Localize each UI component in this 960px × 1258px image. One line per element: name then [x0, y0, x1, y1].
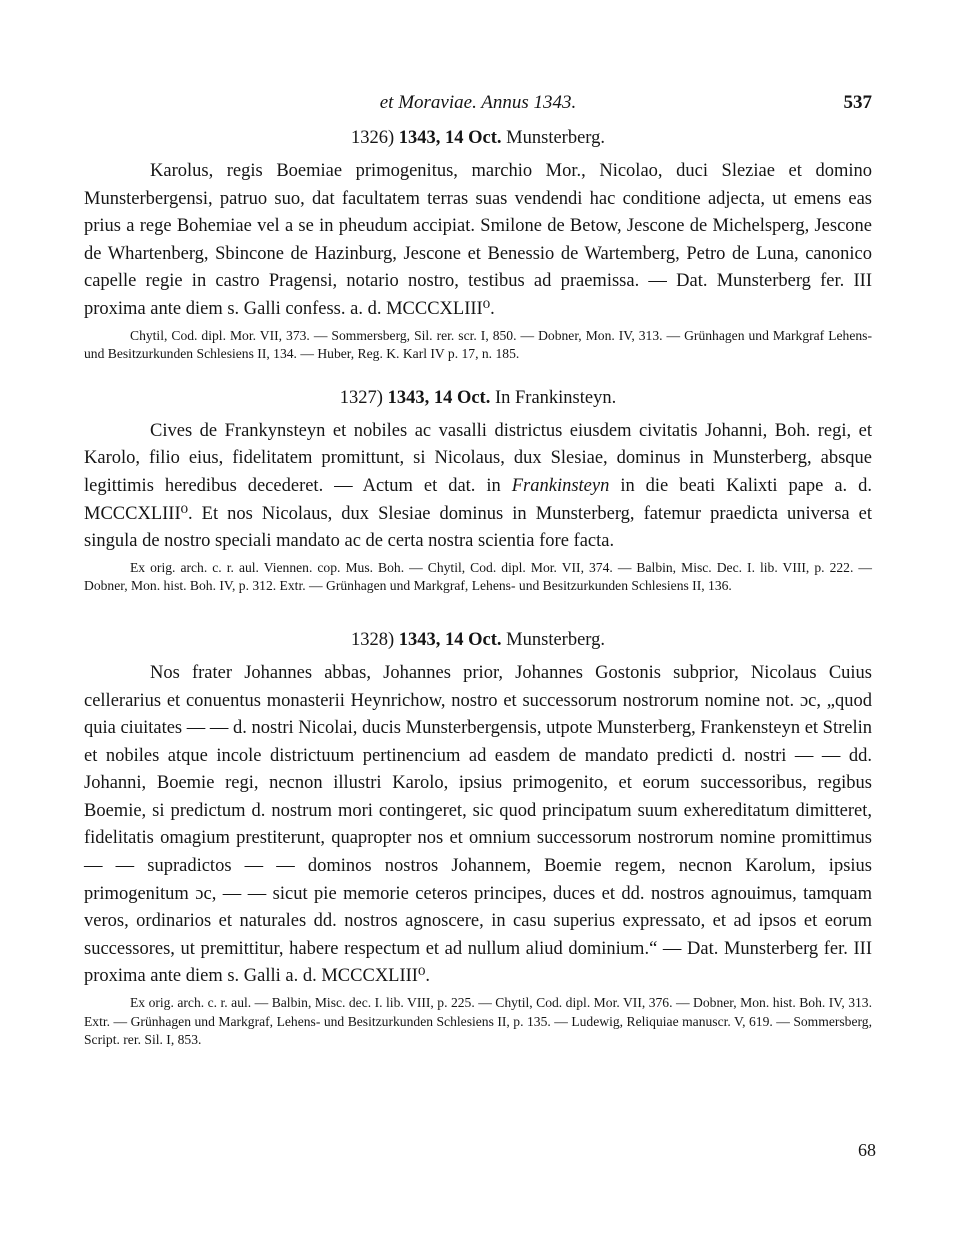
- entry-source-notes: [84, 994, 872, 1050]
- entry-date: 1343, 14 Oct.: [387, 387, 491, 408]
- entry-1328: [84, 626, 872, 1050]
- entry-source-notes: [84, 559, 872, 596]
- entry-text: [84, 418, 872, 556]
- entry-1326: [84, 124, 872, 364]
- entry-text-body: Karolus, regis Boemiae primogenitus, marchio Mor., Nicolao, duci Sleziae et domino Munsterbergensi, patruo suo, dat facultatem terras suas vendendi hac conditione adjecta, ut emens eas prius a rege Bohemiae vel a se in pheudum accipiat. Smilone de Betow, Jescone de Michelsperg, Jescone de Whartenberg, Sbincone de Hazinburg, Jescone et Benessio de Wartemberg, Petro de Luna, canonico capelle regie in castro Pragensi, notario nostro, testibus ad praemissa. — Dat. Munsterberg fer. III proxima ante diem s. Galli confess. a. d. MCCCXLIII⁰.: [84, 161, 872, 319]
- page-number: 537: [843, 92, 872, 113]
- entry-date: 1343, 14 Oct.: [398, 629, 502, 650]
- running-head: [84, 92, 872, 124]
- entry-text-start: Cives de Frankynsteyn et nobiles ac vasalli districtus eiusdem civitatis Johanni, Boh. regi, et Karolo, filio eius, fidelitatem promittunt, si Nicolaus, dux Slesiae, dominus in Munsterberg, absque legittimis heredibus decederet. — Actum et dat. in: [84, 420, 872, 496]
- entry-text-italic: Frankinsteyn: [511, 475, 610, 496]
- entry-place: Munsterberg.: [506, 128, 605, 148]
- running-head-title: et Moraviae. Annus 1343.: [379, 92, 577, 113]
- entry-text: [84, 660, 872, 991]
- entry-text-body: [84, 418, 872, 556]
- signature-mark: 68: [858, 1140, 876, 1160]
- source-notes-text: Ex orig. arch. c. r. aul. Viennen. cop. Mus. Boh. — Chytil, Cod. dipl. Mor. VII, 374. — Balbin, Misc. Dec. I. lib. VIII, p. 222. — Dobner, Mon. hist. Boh. IV, p. 312. Extr. — Grünhagen und Markgraf, Lehens- und Besitzurkunden Schlesiens II, 136.: [84, 559, 872, 594]
- entry-place: Munsterberg.: [506, 629, 605, 650]
- entry-place: In Frankinsteyn.: [494, 387, 617, 408]
- entry-text-body: Nos frater Johannes abbas, Johannes prior, Johannes Gostonis subprior, Nicolaus Cuius cellerarius et conuentus monasterii Heynrichow, nostro et successorum nostrorum nomine not. ɔc, „quod quia ciuitates — — d. nostri Nicolai, ducis Munsterbergensis, utpote Munsterberg, Frankensteyn et Strelin et nobiles atque incole districtuum pertinencium ad easdem de mandato predicti d. nostri — — dd. Johanni, Boemie regi, necnon illustri Karolo, ipsius primogenito, et eorum successoribus, regibus Boemie, si predictum d. nostrum mori contingeret, sic quod principatum suum exhereditatum dimitteret, fidelitatis omagium prestiterunt, quapropter nos et omnium successorum nostrorum nomine promittimus — — supradictos — — dominos nostros Johannem, Boemie regem, necnon Karolum, ipsius primogenitum ɔc, — — sicut pie memorie ceteros principes, duces et dd. nostros agnouimus, tamquam veros, ordinarios et naturales dd. nostros agnoscere, in casu superius expressato, et ad ipsos et eorum successores, ut premittitur, habere respectum et ad nullum aliud dominium.“ — Dat. Munsterberg fer. III proxima ante diem s. Galli a. d. MCCCXLIII⁰.: [84, 662, 873, 987]
- entry-text: [84, 158, 872, 324]
- entry-source-notes: [84, 327, 872, 364]
- entry-heading: [84, 626, 872, 654]
- entry-number: 1326): [350, 128, 395, 148]
- entry-number: 1327): [339, 387, 383, 408]
- entry-heading: [84, 384, 872, 412]
- entry-text-end: in die beati Kalixti pape a. d. MCCCXLIII⁰. Et nos Nicolaus, dux Slesiae dominus in Munsterberg, fatemur praedicta universa et singula de nostro speciali mandato ac de certa nostra scientia fore facta.: [84, 475, 872, 552]
- source-notes-text: Chytil, Cod. dipl. Mor. VII, 373. — Sommersberg, Sil. rer. scr. I, 850. — Dobner, Mon. IV, 313. — Grünhagen und Markgraf Lehens- und Besitzurkunden Schlesiens II, 134. — Huber, Reg. K. Karl IV p. 17, n. 185.: [84, 327, 872, 362]
- entry-date: 1343, 14 Oct.: [398, 128, 502, 148]
- document-page: [84, 92, 872, 1050]
- entry-1327: [84, 384, 872, 596]
- source-notes-text: Ex orig. arch. c. r. aul. — Balbin, Misc. dec. I. lib. VIII, p. 225. — Chytil, Cod. dipl. Mor. VII, 376. — Dobner, Mon. hist. Boh. IV, 313. Extr. — Grünhagen und Markgraf, Lehens- und Besitzurkunden Schlesiens II, p. 135. — Ludewig, Reliquiae manuscr. V, 619. — Sommersberg, Script. rer. Sil. I, 853.: [84, 995, 872, 1048]
- entry-number: 1328): [350, 629, 395, 650]
- entry-heading: [84, 124, 872, 152]
